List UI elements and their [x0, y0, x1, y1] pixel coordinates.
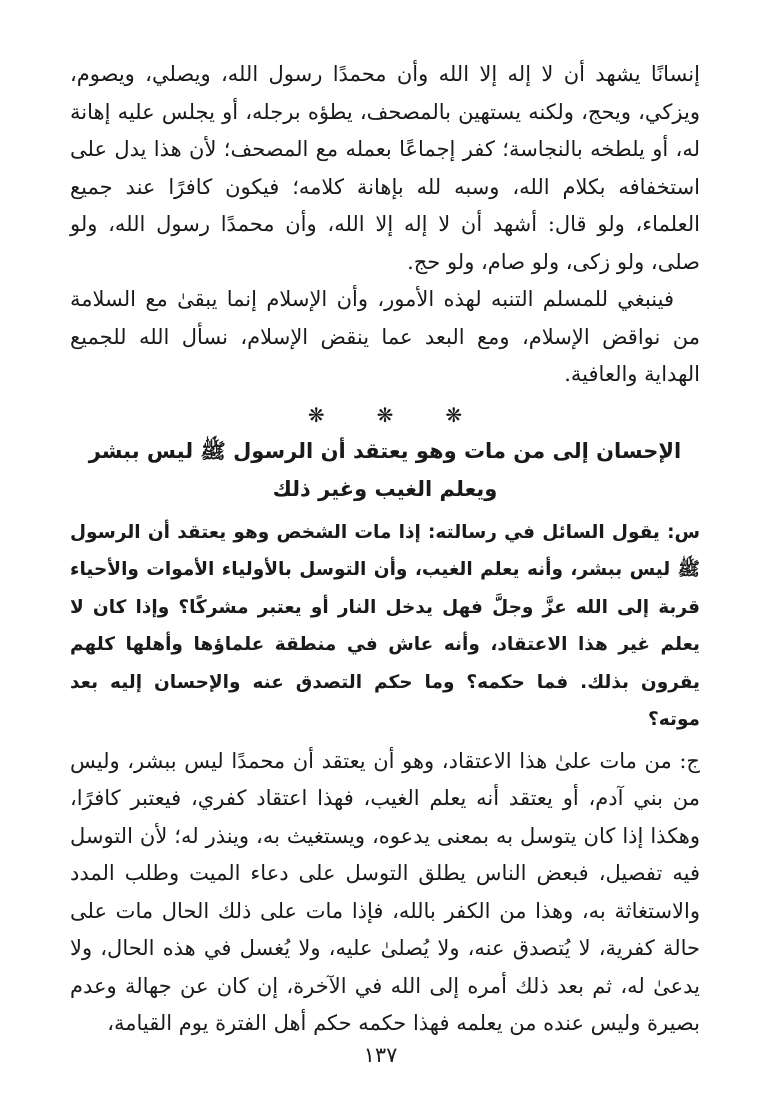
section-heading [70, 432, 700, 508]
page-number: ١٣٧ [363, 1043, 398, 1067]
star-ornament-icon: ❋ [376, 402, 394, 427]
book-page [70, 56, 700, 1096]
answer-text: ج: من مات علىٰ هذا الاعتقاد، وهو أن يعتقد أن محمدًا ليس ببشر، وليس من بني آدم، أو يعتقد أنه يعلم الغيب، فهذا اعتقاد كفري، فيعتبر كافرًا، وهكذا إذا كان يتوسل به بمعنى يدعوه، ويستغيث به، وينذر له؛ لأن التوسل فيه تفصيل، فبعض الناس يطلق التوسل على دعاء الميت وطلب المدد والاستغاثة به، وهذا من الكفر بالله، فإذا مات على ذلك الحال مات على حالة كفرية، لا يُتصدق عنه، ولا يُصلىٰ عليه، ولا يُغسل في هذه الحال، ولا يدعىٰ له، ثم بعد ذلك أمره إلى الله في الآخرة، إن كان عن جهالة وعدم بصيرة وليس عنده من يعلمه فهذا حكمه حكم أهل الفترة يوم القيامة، [70, 748, 700, 1035]
star-ornament-icon: ❋ [307, 402, 325, 427]
star-ornament-icon: ❋ [445, 402, 463, 427]
closing-paragraph: فينبغي للمسلم التنبه لهذه الأمور، وأن الإسلام إنما يبقىٰ مع السلامة من نواقض الإسلام، ومع البعد عما ينقض الإسلام، نسأل الله للجميع الهداية والعافية. [70, 287, 700, 386]
section-heading-line-1: الإحسان إلى من مات وهو يعتقد أن الرسول ﷺ ليس ببشر [88, 438, 682, 463]
question-text: س: يقول السائل في رسالته: إذا مات الشخص وهو يعتقد أن الرسول ﷺ ليس ببشر، وأنه يعلم الغيب، وأن التوسل بالأولياء الأموات والأحياء قربة إلى الله عزَّ وجلَّ فهل يدخل النار أو يعتبر مشركًا؟ وإذا كان لا يعلم غير هذا الاعتقاد، وأنه عاش في منطقة علماؤها وأهلها كلهم يقرون بذلك. فما حكمه؟ وما حكم التصدق عنه والإحسان إليه بعد موته؟ [70, 521, 700, 730]
section-heading-line-2: ويعلم الغيب وغير ذلك [272, 476, 498, 501]
section-separator [70, 400, 700, 430]
intro-paragraph: إنسانًا يشهد أن لا إله إلا الله وأن محمدًا رسول الله، ويصلي، ويصوم، ويزكي، ويحج، ولكنه يستهين بالمصحف، يطؤه برجله، أو يجلس عليه إهانة له، أو يلطخه بالنجاسة؛ كفر إجماعًا بعمله مع المصحف؛ لأن هذا يدل على استخفافه بكلام الله، وسبه لله بإهانة كلامه؛ فيكون كافرًا عند جميع العلماء، ولو قال: أشهد أن لا إله إلا الله، وأن محمدًا رسول الله، ولو صلى، ولو زكى، ولو صام، ولو حج. [70, 62, 700, 274]
